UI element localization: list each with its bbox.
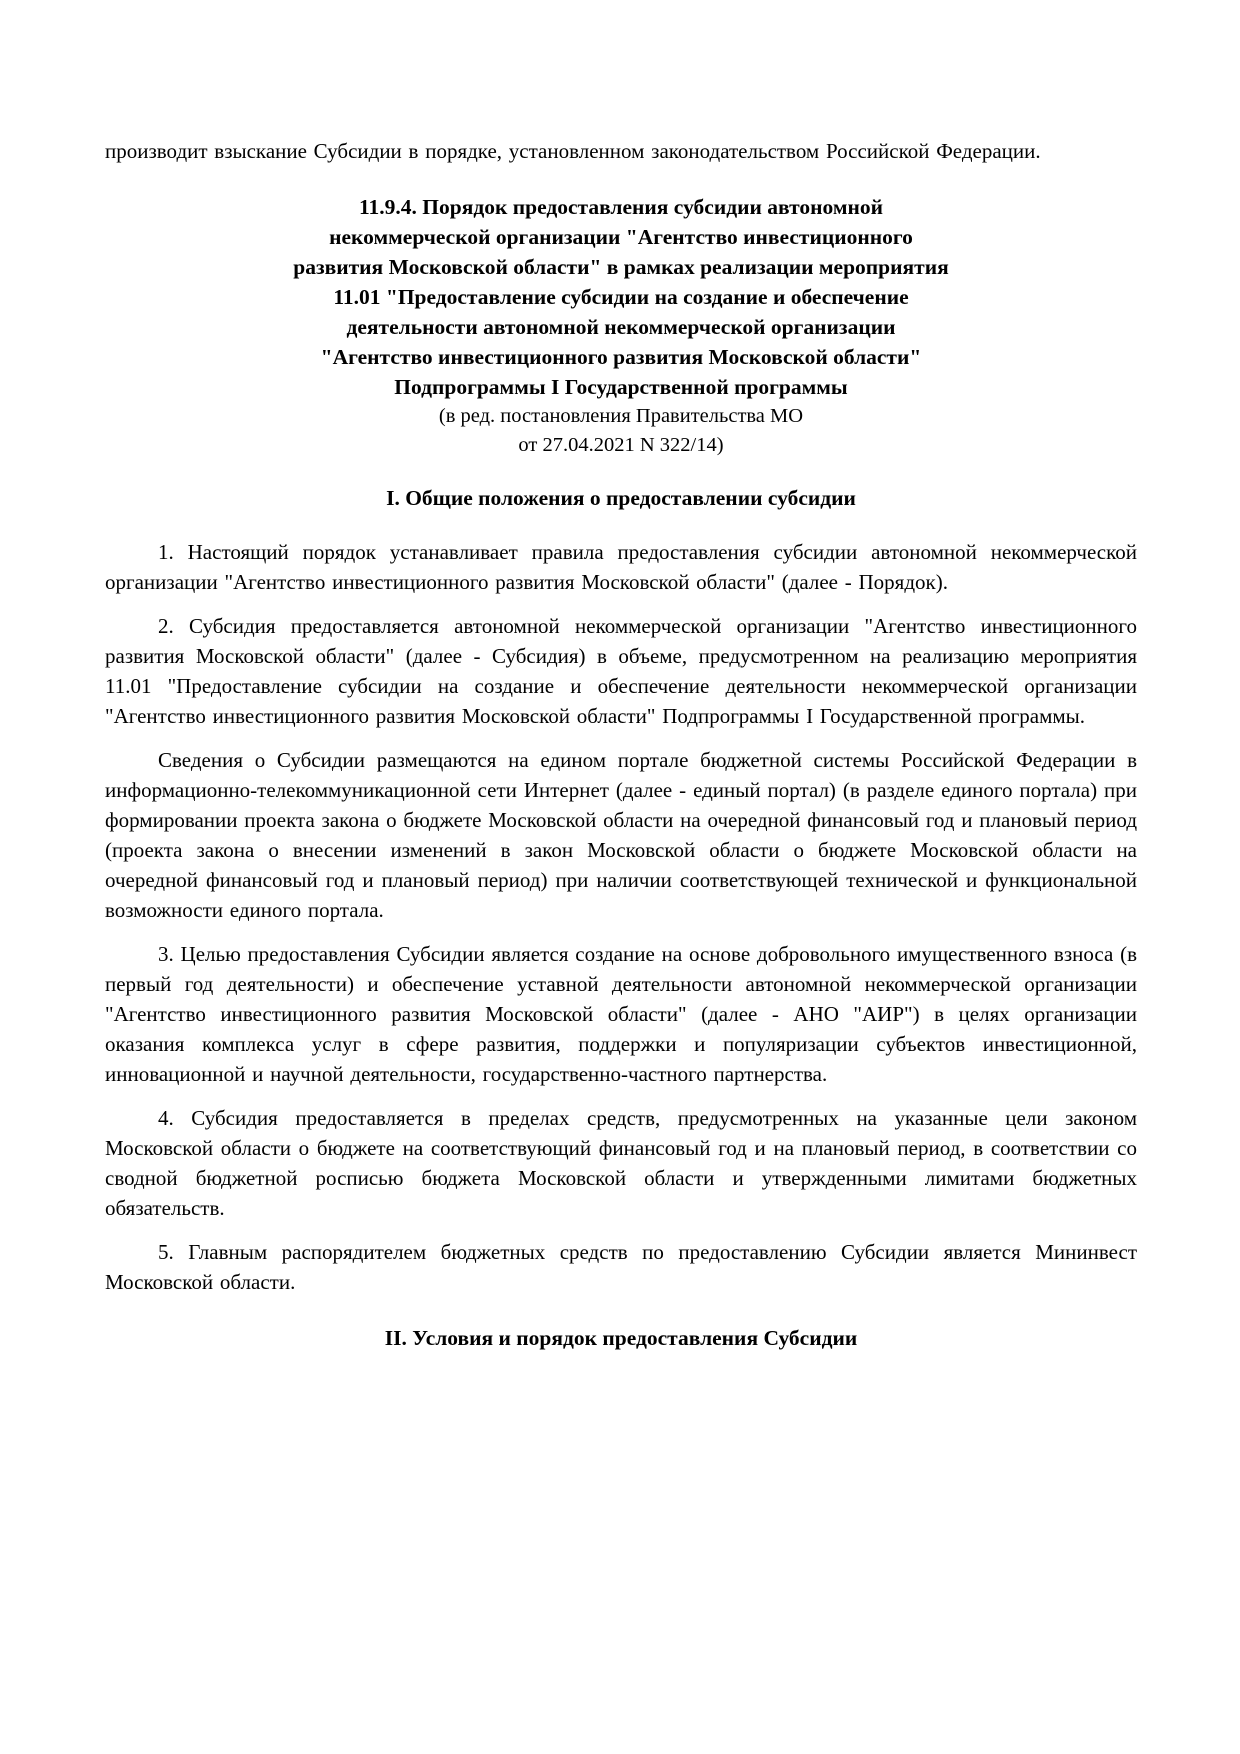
continuation-paragraph: производит взыскание Субсидии в порядке, установленном законодательством Российской Федерации. — [105, 139, 1041, 163]
chapter-heading-line: 11.9.4. Порядок предоставления субсидии автономной — [358, 195, 883, 219]
paragraph-5: 5. Главным распорядителем бюджетных средств по предоставлению Субсидии является Мининвест Московской области. — [105, 1240, 1137, 1294]
paragraph-1: 1. Настоящий порядок устанавливает правила предоставления субсидии автономной некоммерческой организации "Агентство инвестиционного развития Московской области" (далее - Порядок). — [105, 540, 1137, 594]
chapter-heading-line: 11.01 "Предоставление субсидии на создание и обеспечение — [333, 285, 909, 309]
chapter-heading-line: деятельности автономной некоммерческой организации — [346, 315, 896, 339]
chapter-heading-line: Подпрограммы I Государственной программы — [394, 375, 848, 399]
section-2-heading: II. Условия и порядок предоставления Субсидии — [384, 1326, 858, 1350]
revision-note — [105, 402, 1137, 460]
chapter-heading-line: развития Московской области" в рамках реализации мероприятия — [293, 255, 949, 279]
paragraph-2-info: Сведения о Субсидии размещаются на едином портале бюджетной системы Российской Федерации в информационно-телекоммуникационной сети Интернет (далее - единый портал) (в разделе единого портала) при формировании проекта закона о бюджете Московской области на очередной финансовый год и плановый период (проекта закона о внесении изменений в закон Московской области о бюджете Московской области на очередной финансовый год и плановый период) при наличии соответствующей технической и функциональной возможности единого портала. — [105, 748, 1137, 922]
paragraph-3: 3. Целью предоставления Субсидии является создание на основе добровольного имущественного взноса (в первый год деятельности) и обеспечение уставной деятельности автономной некоммерческой организации "Агентство инвестиционного развития Московской области" (далее - АНО "АИР") в целях организации оказания комплекса услуг в сфере развития, поддержки и популяризации субъектов инвестиционной, инновационной и научной деятельности, государственно-частного партнерства. — [105, 942, 1137, 1086]
chapter-heading — [105, 192, 1137, 402]
section-1-heading: I. Общие положения о предоставлении субсидии — [386, 486, 856, 510]
revision-note-line: от 27.04.2021 N 322/14) — [518, 434, 724, 456]
chapter-heading-line: некоммерческой организации "Агентство инвестиционного — [329, 225, 913, 249]
paragraph-4: 4. Субсидия предоставляется в пределах средств, предусмотренных на указанные цели законом Московской области о бюджете на соответствующий финансовый год и на плановый период, в соответствии со сводной бюджетной росписью бюджета Московской области и утвержденными лимитами бюджетных обязательств. — [105, 1106, 1137, 1220]
revision-note-line: (в ред. постановления Правительства МО — [438, 405, 804, 427]
paragraph-2: 2. Субсидия предоставляется автономной некоммерческой организации "Агентство инвестиционного развития Московской области" (далее - Субсидия) в объеме, предусмотренном на реализацию мероприятия 11.01 "Предоставление субсидии на создание и обеспечение деятельности некоммерческой организации "Агентство инвестиционного развития Московской области" Подпрограммы I Государственной программы. — [105, 614, 1137, 728]
chapter-heading-line: "Агентство инвестиционного развития Московской области" — [320, 345, 922, 369]
